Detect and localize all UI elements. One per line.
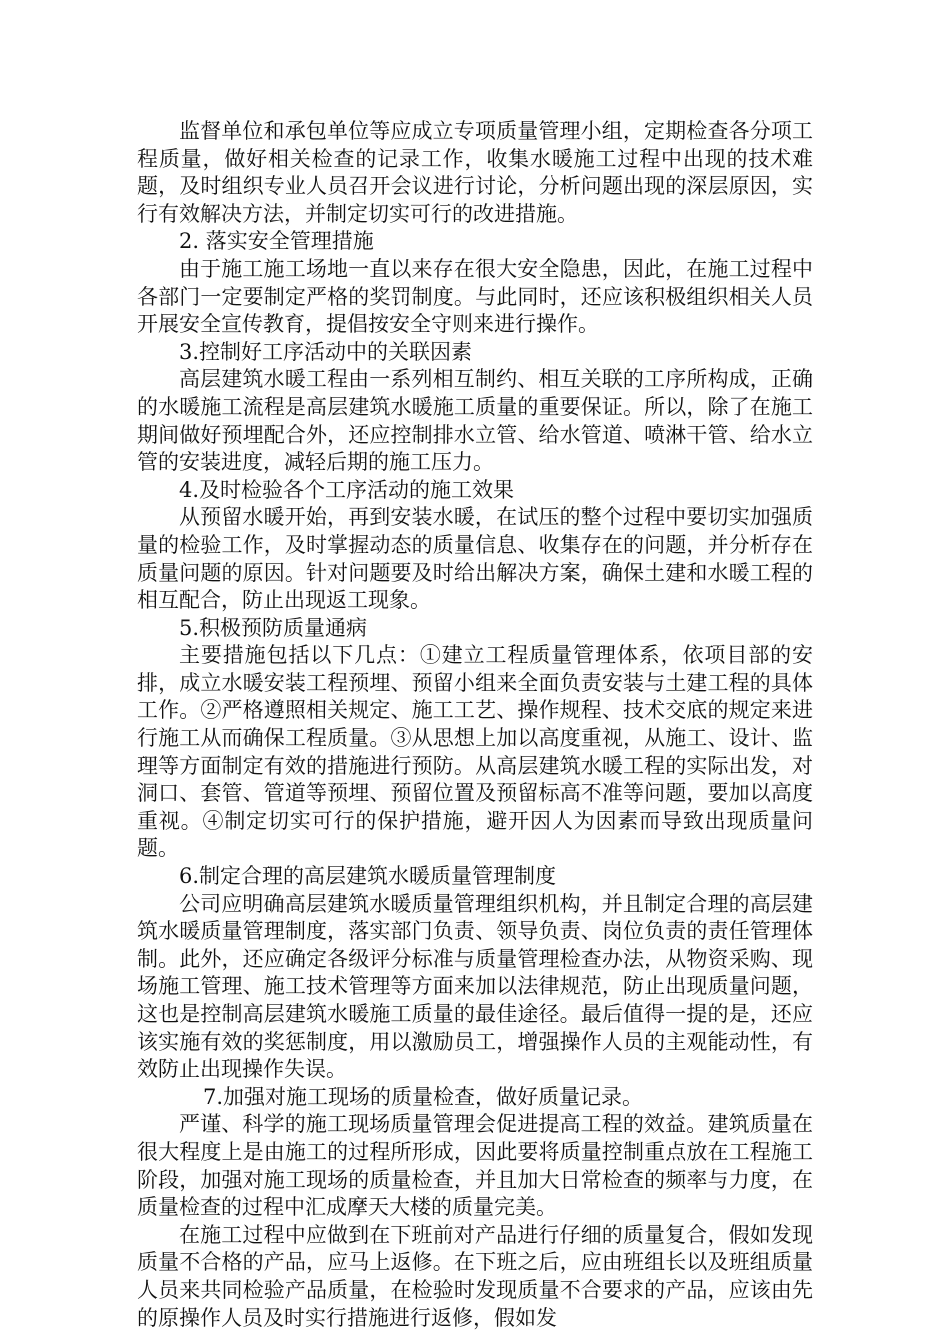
paragraph-quality-team: 监督单位和承包单位等应成立专项质量管理小组，定期检查各分项工程质量，做好相关检查的记录工作，收集水暖施工过程中出现的技术难题，及时组织专业人员召开会议进行讨论，分析问题出现的深层原因，实行有效解决方法，并制定切实可行的改进措施。 [137, 119, 813, 226]
heading-site-inspection: 7.加强对施工现场的质量检查，做好质量记录。 [203, 1084, 644, 1109]
heading-prevention: 5.积极预防质量通病 [179, 615, 368, 640]
heading-safety-measures: 2. 落实安全管理措施 [179, 229, 374, 254]
document-page [137, 118, 813, 1332]
paragraph-inspection: 从预留水暖开始，再到安装水暖，在试压的整个过程中要切实加强质量的检验工作，及时掌握动态的质量信息、收集存在的问题，并分析存在质量问题的原因。针对问题要及时给出解决方案，确保土建和水暖工程的相互配合，防止出现返工现象。 [137, 505, 813, 613]
paragraph-management-system: 公司应明确高层建筑水暖质量管理组织机构，并且制定合理的高层建筑水暖质量管理制度，落实部门负责、领导负责、岗位负责的责任管理体制。此外，还应确定各级评分标准与质量管理检查办法，从物资采购、现场施工管理、施工技术管理等方面来加以法律规范，防止出现质量问题，这也是控制高层建筑水暖施工质量的最佳途径。最后值得一提的是，还应该实施有效的奖惩制度，用以激励员工，增强操作人员的主观能动性，有效防止出现操作失误。 [137, 891, 813, 1082]
paragraph-site-inspection: 严谨、科学的施工现场质量管理会促进提高工程的效益。建筑质量在很大程度上是由施工的过程所形成，因此要将质量控制重点放在工程施工阶段，加强对施工现场的质量检查，并且加大日常检查的频率与力度，在质量检查的过程中汇成摩天大楼的质量完美。 [137, 1112, 813, 1220]
paragraph-rework: 在施工过程中应做到在下班前对产品进行仔细的质量复合，假如发现质量不合格的产品，应马上返修。在下班之后，应由班组长以及班组质量人员来共同检验产品质量，在检验时发现质量不合要求的产品，应该由先的原操作人员及时实行措施进行返修，假如发 [137, 1222, 813, 1330]
heading-management-system: 6.制定合理的高层建筑水暖质量管理制度 [179, 864, 557, 889]
heading-process-factors: 3.控制好工序活动中的关联因素 [179, 339, 473, 364]
paragraph-process-factors: 高层建筑水暖工程由一系列相互制约、相互关联的工序所构成，正确的水暖施工流程是高层建筑水暖施工质量的重要保证。所以，除了在施工期间做好预埋配合外，还应控制排水立管、给水管道、喷淋干管、给水立管的安装进度，减轻后期的施工压力。 [137, 367, 813, 475]
heading-inspection: 4.及时检验各个工序活动的施工效果 [179, 477, 515, 502]
paragraph-safety: 由于施工施工场地一直以来存在很大安全隐患，因此，在施工过程中各部门一定要制定严格的奖罚制度。与此同时，还应该积极组织相关人员开展安全宣传教育，提倡按安全守则来进行操作。 [137, 256, 813, 337]
paragraph-prevention: 主要措施包括以下几点：①建立工程质量管理体系，依项目部的安排，成立水暖安装工程预埋、预留小组来全面负责安装与土建工程的具体工作。②严格遵照相关规定、施工工艺、操作规程、技术交底的规定来进行施工从而确保工程质量。③从思想上加以高度重视，从施工、设计、监理等方面制定有效的措施进行预防。从高层建筑水暖工程的实际出发，对洞口、套管、管道等预埋、预留位置及预留标高不准等问题，要加以高度重视。④制定切实可行的保护措施，避开因人为因素而导致出现质量问题。 [137, 643, 813, 861]
